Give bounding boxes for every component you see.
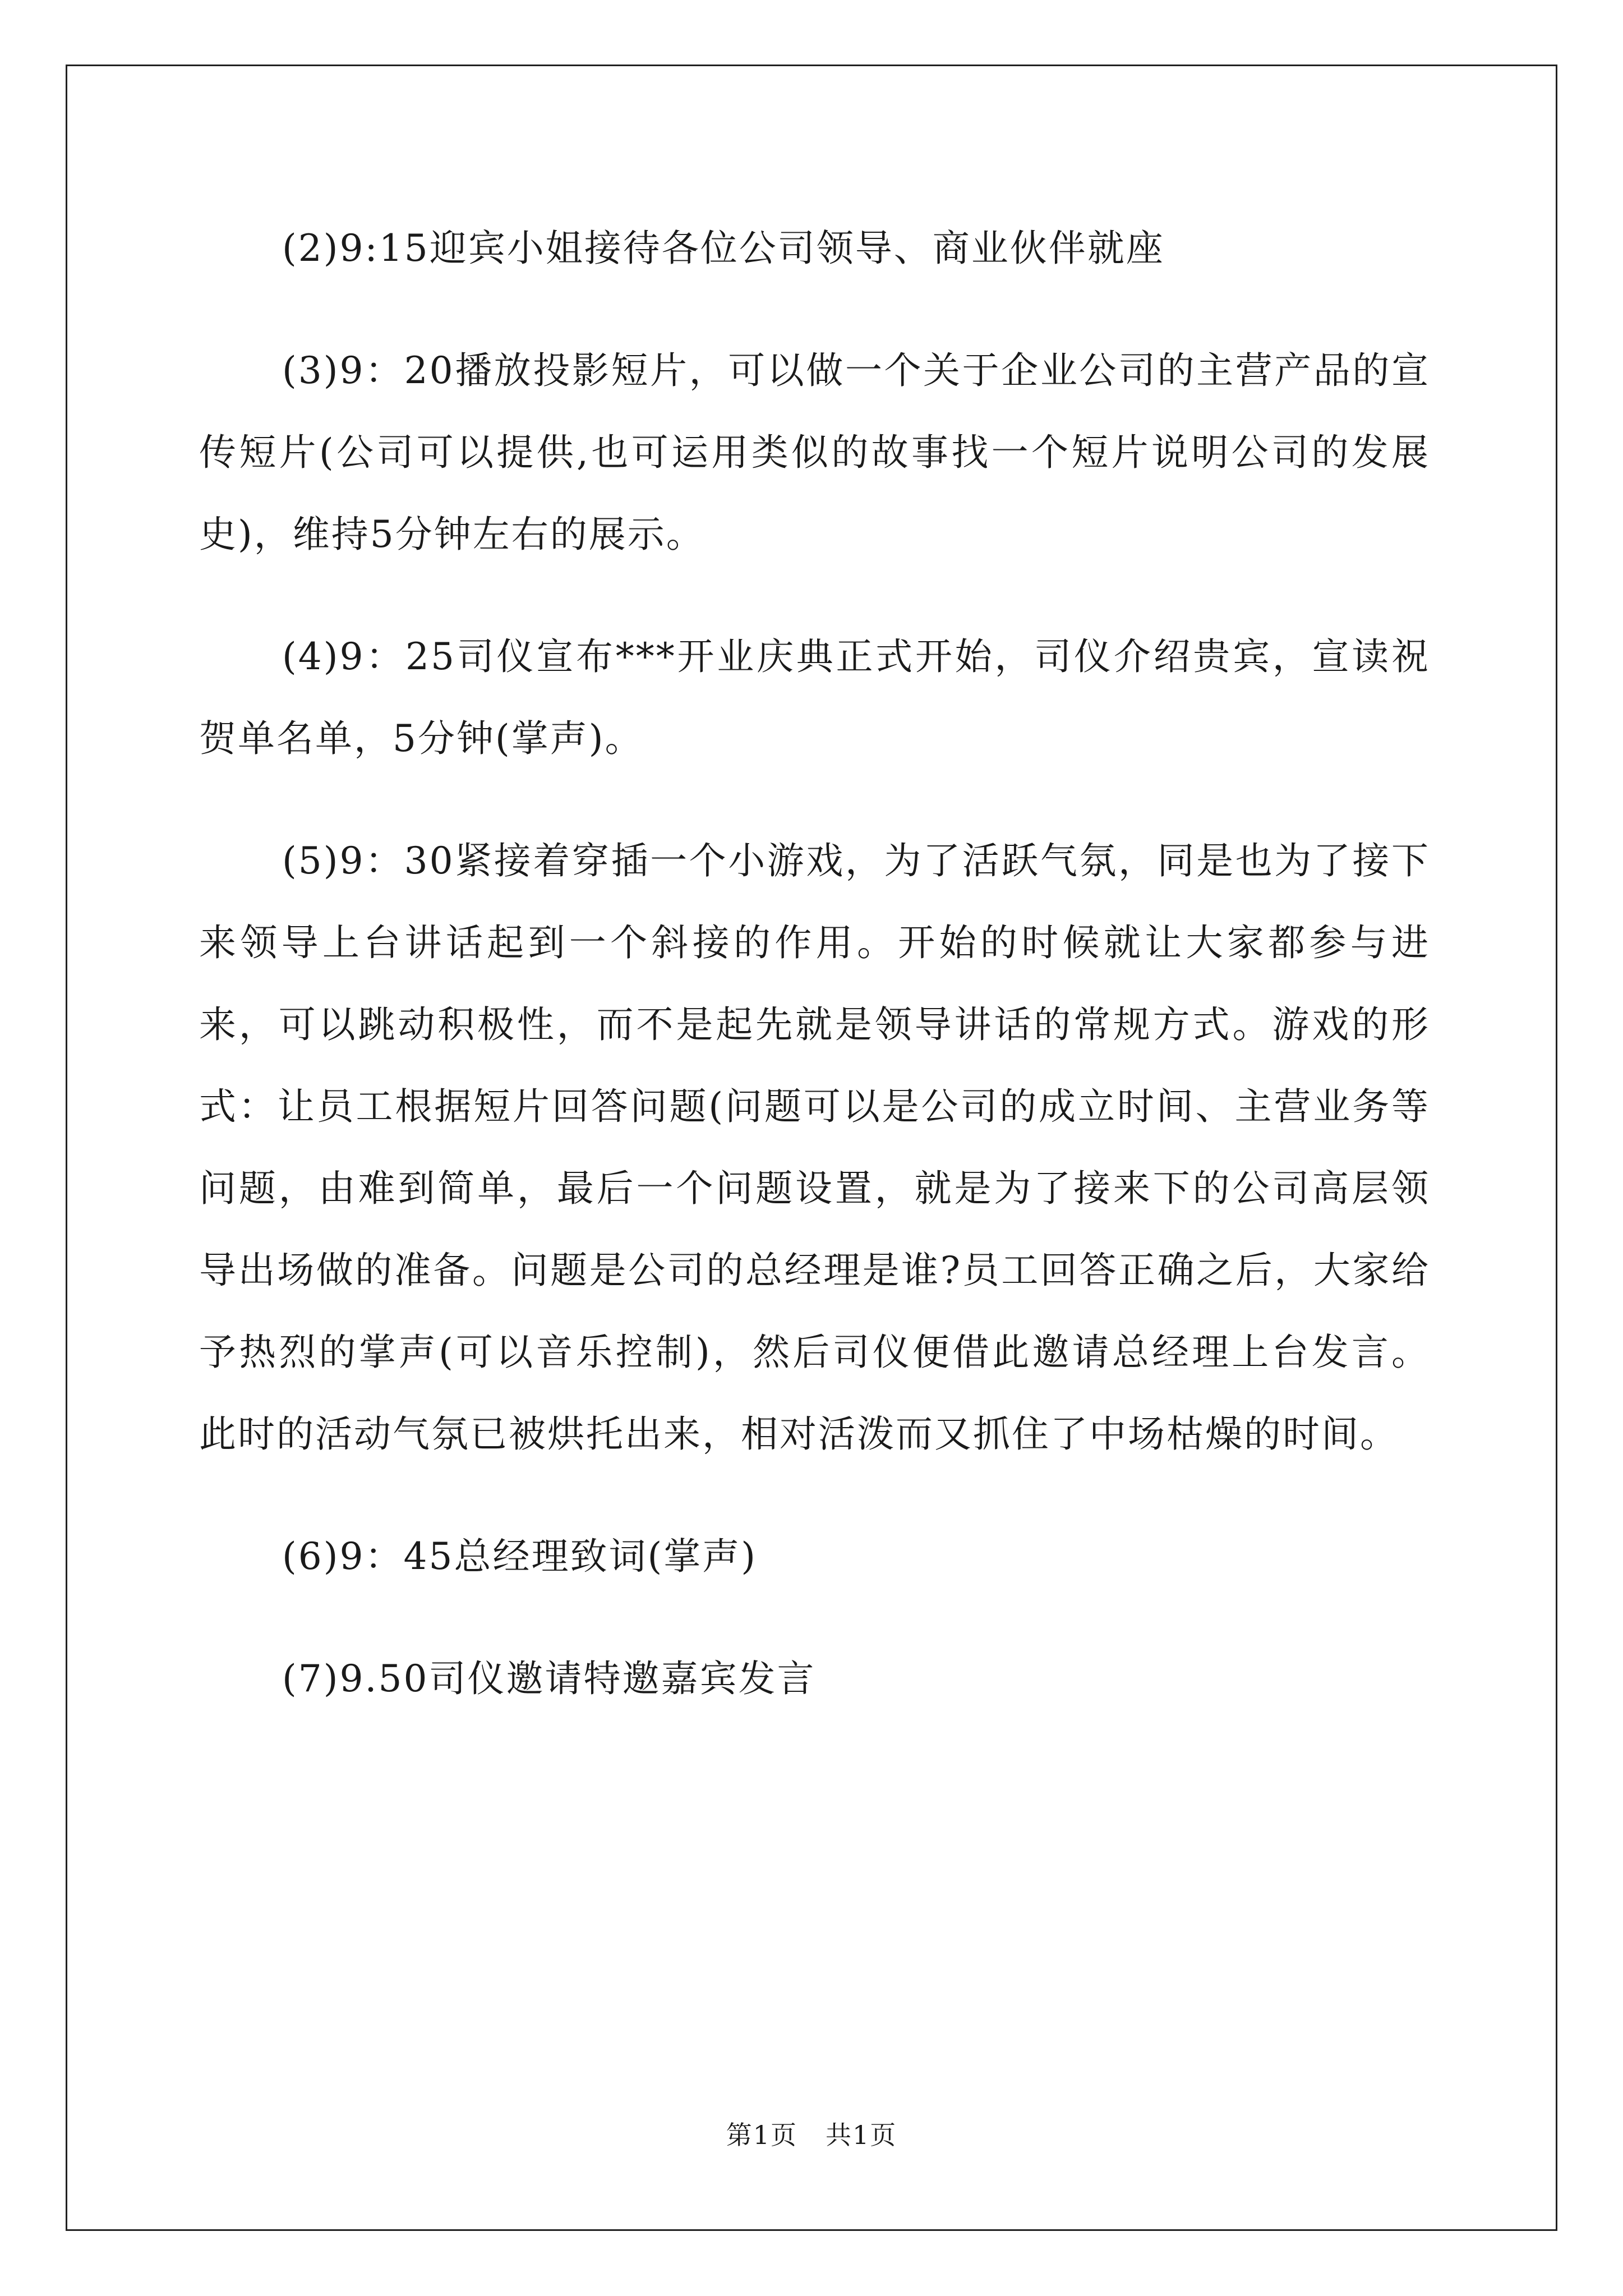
- paragraph-3: (3)9：20播放投影短片，可以做一个关于企业公司的主营产品的宣传短片(公司可以提供,也可运用类似的故事找一个短片说明公司的发展史)，维持5分钟左右的展示。: [199, 349, 1430, 556]
- document-body: [199, 208, 1430, 1720]
- page-number-total: 共1页: [826, 2120, 897, 2150]
- paragraph-4: (4)9：25司仪宣布***开业庆典正式开始，司仪介绍贵宾，宣读祝贺单名单，5分钟(掌声)。: [199, 635, 1430, 760]
- paragraph-5: (5)9：30紧接着穿插一个小游戏，为了活跃气氛，同是也为了接下来领导上台讲话起到一个斜接的作用。开始的时候就让大家都参与进来，可以跳动积极性，而不是起先就是领导讲话的常规方式。游戏的形式：让员工根据短片回答问题(问题可以是公司的成立时间、主营业务等问题，由难到简单，最后一个问题设置，就是为了接来下的公司高层领导出场做的准备。问题是公司的总经理是谁?员工回答正确之后，大家给予热烈的掌声(可以音乐控制)，然后司仪便借此邀请总经理上台发言。此时的活动气氛已被烘托出来，相对活泼而又抓住了中场枯燥的时间。: [199, 839, 1430, 1456]
- page-footer: [0, 2115, 1623, 2152]
- paragraph-2: (2)9:15迎宾小姐接待各位公司领导、商业伙伴就座: [282, 227, 1165, 270]
- page-number-current: 第1页: [726, 2120, 797, 2150]
- paragraph-7: (7)9.50司仪邀请特邀嘉宾发言: [282, 1657, 816, 1700]
- paragraph-6: (6)9：45总经理致词(掌声): [282, 1535, 757, 1578]
